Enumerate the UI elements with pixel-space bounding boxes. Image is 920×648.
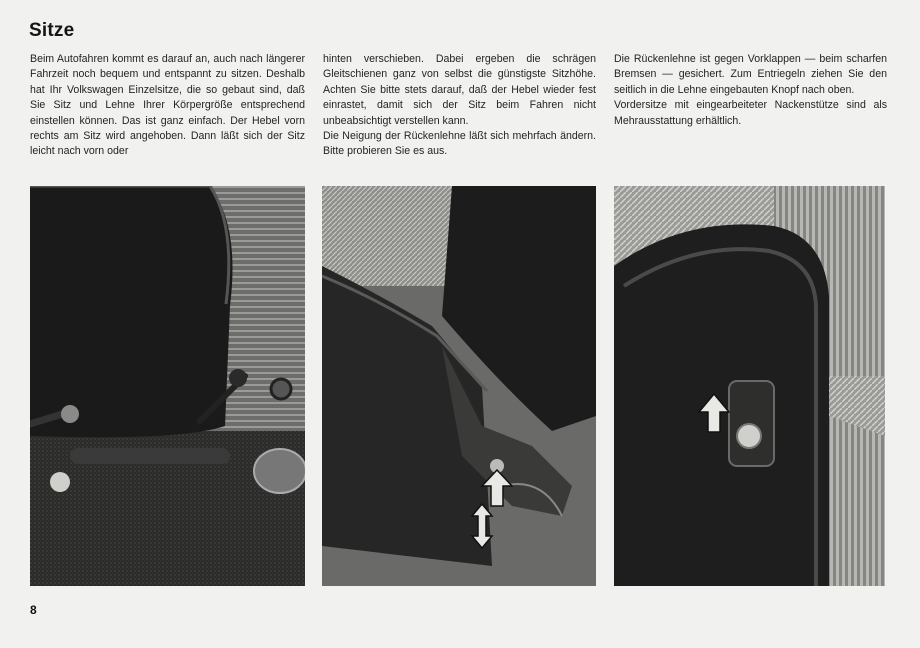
backrest-lock-photo <box>614 186 885 586</box>
backrest-tilt-photo <box>322 186 596 586</box>
photo-backrest-lock <box>614 186 885 586</box>
section-title: Sitze <box>29 20 75 41</box>
paragraph: Die Rückenlehne ist gegen Vorklappen — beim scharfen Bremsen — gesichert. Zum Entriegeln ziehen Sie den seitlich in die Lehne eingebauten Knopf nach oben. <box>614 53 887 96</box>
text-column-1 <box>30 52 305 160</box>
photo-seat-lever <box>30 186 305 586</box>
paragraph: hinten verschieben. Dabei ergeben die schrägen Gleitschienen ganz von selbst die günstigste Sitzhöhe. Achten Sie bitte stets darauf, daß der Hebel wieder fest einrastet, damit sich der Sitz beim Fahren nicht unbeabsichtigt verstellen kann. <box>323 53 596 127</box>
paragraph: Beim Autofahren kommt es darauf an, auch nach längerer Fahrzeit noch bequem und entspannt zu sitzen. Deshalb hat Ihr Volkswagen Einzelsitze, die so gebaut sind, daß Sie Sitz und Lehne Ihrer Körpergröße entsprechend einstellen können. Das ist ganz einfach. Der Hebel vorn rechts am Sitz wird angehoben. Dann läßt sich der Sitz leicht nach vorn oder <box>30 53 305 158</box>
photo-backrest-tilt <box>322 186 596 586</box>
page-number: 8 <box>30 603 37 617</box>
paragraph: Vordersitze mit eingearbeiteter Nackenstütze sind als Mehrausstattung erhältlich. <box>614 99 887 127</box>
paragraph: Die Neigung der Rückenlehne läßt sich mehrfach ändern. Bitte probieren Sie es aus. <box>323 130 596 158</box>
seat-lever-photo <box>30 186 305 586</box>
text-column-2 <box>323 52 596 160</box>
text-column-3 <box>614 52 887 129</box>
